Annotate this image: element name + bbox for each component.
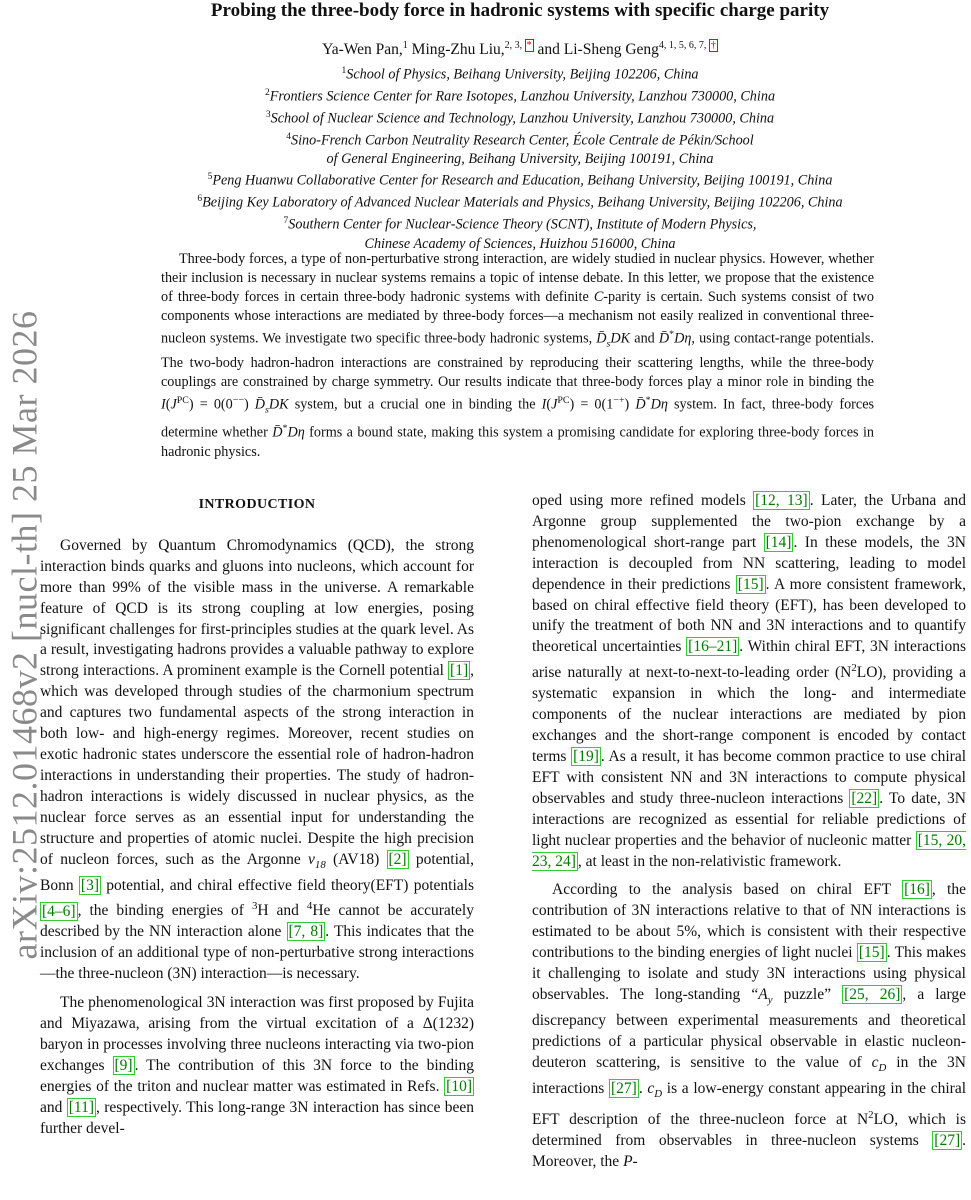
affiliation-number: 3 (265, 110, 271, 121)
text-run: According to the analysis based on chiral EFT (552, 881, 903, 899)
affiliation-number: 1 (341, 66, 347, 76)
citation-text: [4–6] (42, 902, 76, 920)
text-run: . To date, 3N interactions are recognized as essential for reliable predictions of light nuclear properties and the behavior of nucleonic matter (532, 789, 966, 849)
citation-text: [3] (80, 876, 99, 894)
author-affiliation-numbers: 2, 3, (504, 39, 525, 51)
text-run: LO, which is determined from observables in three-nucleon systems (532, 1110, 966, 1149)
text-run: in the 3N interactions (532, 1053, 967, 1097)
text-run: ) (243, 396, 255, 413)
citation-link[interactable] (686, 637, 739, 656)
author-footnote-link[interactable] (525, 39, 534, 52)
text-run: , respectively. This long-range 3N interaction has since been further devel- (40, 1098, 474, 1137)
math-symbol: DK (268, 396, 289, 413)
text-run: and (40, 1098, 67, 1116)
text-run: ) = 0(1 (569, 396, 614, 413)
math-symbol: P (623, 1152, 633, 1170)
superscript: PC (176, 394, 189, 406)
citation-link[interactable] (40, 902, 78, 921)
text-run: LO), providing a systematic expansion in which the long- and intermediate components of the nuclear interactions are mediated by pion exchanges and the short-range component is encoded by contact terms (532, 664, 966, 766)
math-symbol: D̄ (658, 330, 670, 347)
citation-link[interactable] (764, 533, 794, 552)
math-symbol: D̄ (635, 396, 646, 413)
citation-text: [22] (851, 789, 878, 807)
text-run: ) = 0(0 (188, 396, 233, 413)
citation-text: [16] (904, 881, 930, 899)
math-subscript: D (878, 1061, 887, 1074)
text-run: , the binding energies of (77, 902, 252, 920)
citation-link[interactable] (67, 1098, 96, 1117)
affiliation-line (110, 150, 930, 168)
math-symbol: D̄ (254, 396, 266, 413)
text-run: ) (624, 396, 636, 413)
affiliation-line (110, 84, 930, 106)
superscript: −+ (613, 394, 625, 406)
citation-link[interactable] (571, 747, 601, 766)
math-symbol: Dη (287, 425, 305, 442)
arxiv-stamp-text: arXiv:2512.01468v2 [nucl-th] 25 Mar 2026 (4, 310, 44, 960)
citation-link[interactable] (842, 985, 902, 1004)
citation-text: [9] (114, 1056, 133, 1074)
text-run: ( (546, 396, 552, 413)
citation-text: [14] (765, 533, 792, 551)
affiliation-line (110, 62, 930, 84)
text-run: He cannot be accurately described by the NN interaction alone (40, 902, 474, 941)
text-run: , at least in the non-relativistic framework. (577, 852, 842, 870)
affiliation-text: Chinese Academy of Sciences, Huizhou 516000, China (364, 235, 676, 252)
text-run: and (630, 330, 659, 347)
citation-text: [16–21] (688, 638, 738, 656)
affiliation-text: Beijing Key Laboratory of Advanced Nuclear Materials and Physics, Beihang University, Beijing 102206, China (202, 195, 843, 212)
paragraph (532, 491, 966, 872)
affiliation-text: Peng Huanwu Collaborative Center for Research and Education, Beihang University, Beijing 100191, China (212, 173, 833, 190)
math-subscript: 18 (314, 858, 326, 871)
citation-link[interactable] (857, 943, 887, 962)
affiliation-number: 6 (197, 194, 203, 205)
affiliation-line (110, 190, 930, 212)
superscript: 2 (868, 1108, 874, 1121)
left-column (40, 491, 474, 1140)
text-run: Governed by Quantum Chromodynamics (QCD), the strong interaction binds quarks and gluons into nucleons, which account for more than 99% of the visible mass in the universe. A remarkable feature of QCD is its strong coupling at low energies, posing significant challenges for first-principles studies at the quark level. As a result, investigating hadrons provides a valuable pathway to explore strong interactions. A prominent example is the Cornell potential (40, 536, 474, 680)
text-run: . Moreover, the (532, 1131, 966, 1170)
superscript: 4 (306, 900, 313, 913)
citation-link[interactable] (113, 1056, 135, 1075)
affiliation-text: School of Nuclear Science and Technology, Lanzhou University, Lanzhou 730000, China (270, 110, 775, 127)
citation-link[interactable] (849, 789, 879, 808)
text-run: , using contact-range potentials. The two-body hadron-hadron interactions are constrained by reproducing their scattering lengths, while the three-body couplings are constrained by charge symmetry. Our results indicate that three-body forces play a minor role in binding the (161, 330, 874, 390)
text-run: potential, and chiral effective field theory(EFT) potentials (100, 876, 474, 894)
math-symbol: D̄ (596, 330, 607, 347)
citation-link[interactable] (932, 1131, 962, 1150)
author-affiliation-numbers: 1 (402, 39, 408, 51)
superscript: * (282, 423, 288, 435)
citation-link[interactable] (902, 880, 932, 899)
text-run: . Within chiral EFT, 3N interactions arise naturally at next-to-next-to-leading order (N (532, 638, 967, 682)
paragraph (532, 880, 966, 1172)
affiliation-line (110, 106, 930, 128)
affiliation-number: 5 (207, 172, 213, 183)
affiliation-text: Frontiers Science Center for Rare Isotopes, Lanzhou University, Lanzhou 730000, China (269, 88, 776, 105)
text-run: is a low-energy constant appearing in the chiral EFT description of the three-nucleon force at N (532, 1079, 967, 1128)
affiliation-number: 4 (286, 132, 292, 143)
citation-link[interactable] (79, 876, 101, 895)
affiliation-text: Sino-French Carbon Neutrality Research Center, École Centrale de Pékin/School (291, 132, 754, 149)
citation-link[interactable] (287, 922, 326, 941)
math-subscript: y (767, 994, 773, 1007)
text-run: Three-body forces, a type of non-perturbative strong interaction, are widely studied in nuclear physics. However, whether their inclusion is necessary in nuclear systems remains a topic of intense debate. In this letter, we propose that the existence of three-body forces in certain three-body hadronic systems with definite (161, 251, 874, 305)
affiliation-line (110, 212, 930, 234)
affiliation-line (110, 128, 930, 150)
superscript: 2 (851, 662, 857, 675)
math-symbol: C (593, 288, 604, 305)
citation-text: [7, 8] (288, 923, 324, 941)
affiliation-number: 2 (264, 88, 270, 99)
citation-text: [15] (737, 575, 764, 593)
math-symbol: I (541, 396, 547, 413)
citation-link[interactable] (753, 491, 810, 510)
left-column-body (40, 536, 474, 1140)
paper-header (110, 0, 930, 253)
math-symbol: c (871, 1053, 879, 1071)
author-footnote-link[interactable] (709, 39, 718, 52)
citation-text: [27] (610, 1079, 637, 1097)
citation-text: [15, 20, 23, 24] (532, 831, 966, 870)
math-symbol: J (170, 396, 177, 413)
paragraph (40, 536, 474, 985)
math-subscript: D (654, 1087, 663, 1100)
math-subscript: s (265, 404, 269, 416)
text-run: . As a result, it has become common practice to use chiral EFT with consistent NN and 3N interactions to compute physical observables and study three-nucleon interactions (532, 748, 967, 807)
text-run: . This makes it challenging to isolate and study 3N interactions using physical observables. The long-standing “ (532, 944, 967, 1003)
paper-title: Probing the three-body force in hadronic systems with specific charge parity (210, 0, 830, 21)
math-symbol: A (758, 986, 768, 1003)
affiliation-text: School of Physics, Beihang University, Beijing 102206, China (346, 66, 699, 83)
math-subscript: s (606, 338, 611, 350)
math-symbol: Dη (674, 330, 692, 347)
author-name: Ya-Wen Pan, (322, 41, 403, 58)
affiliation-line (110, 168, 930, 190)
math-symbol: c (647, 1079, 655, 1097)
text-run: . (638, 1079, 648, 1097)
right-column-body (532, 491, 966, 1173)
text-run: -parity is certain. Such systems consist of two components whose interactions are mediated by three-body forces—a mechanism not easily realized in conventional three-nucleon systems. We investigate two specific three-body hadronic systems, (161, 288, 874, 347)
text-run: . Later, the Urbana and Argonne group supplemented the two-pion exchange by a phenomenological short-range part (532, 492, 966, 551)
affiliation-list (110, 62, 930, 253)
math-symbol: DK (610, 330, 631, 347)
citation-text: [10] (446, 1077, 472, 1095)
text-run: . A more consistent framework, based on chiral effective field theory (EFT), has been developed to unify the treatment of both NN and 3N interactions and to quantify theoretical uncertainties (532, 575, 966, 656)
superscript: * (645, 394, 651, 406)
citation-text: [11] (68, 1098, 94, 1116)
text-run: potential, Bonn (40, 850, 474, 894)
citation-text: [19] (573, 748, 599, 766)
text-run: (AV18) (325, 850, 387, 868)
author-name: Ming-Zhu Liu, (407, 41, 505, 58)
superscript: * (669, 328, 675, 340)
text-run: . This indicates that the inclusion of an additional type of non-perturbative strong interactions—the three-nucleon (3N) interaction—is necessary. (40, 923, 474, 983)
citation-link[interactable] (444, 1077, 474, 1096)
author-affiliation-numbers: 4, 1, 5, 6, 7, (658, 39, 709, 51)
text-run: . In these models, the 3N interaction is decoupled from NN scattering, leading to model dependence in their predictions (532, 533, 966, 593)
text-run: , the contribution of 3N interactions relative to that of NN interactions is estimated to be about 5%, which is consistent with their respective contributions to the binding energies of light nuclei (532, 881, 966, 962)
text-run: puzzle” (772, 986, 843, 1003)
citation-text: [27] (934, 1131, 961, 1149)
citation-link[interactable] (609, 1079, 639, 1098)
citation-text: [25, 26] (844, 986, 901, 1003)
affiliation-number: 7 (283, 216, 289, 227)
text-run: H and (257, 902, 307, 920)
affiliation-text: of General Engineering, Beihang University, Beijing 100191, China (326, 151, 714, 168)
math-symbol: J (551, 396, 558, 413)
citation-link[interactable] (736, 575, 766, 594)
section-heading-introduction: INTRODUCTION (198, 497, 316, 512)
right-column (532, 491, 966, 1173)
text-run: system. In fact, three-body forces determine whether (161, 396, 875, 442)
text-run: system, but a crucial one in binding the (288, 396, 542, 413)
text-run: . The contribution of this 3N force to the binding energies of the triton and nuclear matter was estimated in Refs. (40, 1056, 474, 1095)
superscript: −− (232, 394, 244, 406)
author-name: and Li-Sheng Geng (533, 41, 659, 58)
abstract (161, 250, 874, 462)
footnote-mark: * (526, 39, 532, 51)
math-symbol: v (308, 850, 315, 868)
text-run: oped using more refined models (532, 492, 754, 509)
affiliation-text: Southern Center for Nuclear-Science Theory (SCNT), Institute of Modern Physics, (288, 217, 757, 234)
author-list (110, 40, 930, 60)
paragraph (40, 993, 474, 1139)
math-symbol: Dη (650, 396, 668, 413)
text-run: , which was developed through studies of the charmonium spectrum and captures two fundamental aspects of the strong interaction in both low- and high-energy regimes. Moreover, recent studies on exotic hadronic states underscore the essential role of hadron-hadron interactions in understanding their properties. The study of hadron-hadron interactions is widely discussed in nuclear physics, as the nuclear force serves as an essential input for understanding the structure and properties of atomic nuclei. Despite the high precision of nucleon forces, such as the Argonne (40, 662, 474, 868)
citation-link[interactable] (387, 850, 409, 869)
superscript: PC (557, 394, 570, 406)
citation-text: [2] (388, 850, 407, 868)
text-run: , a large discrepancy between experimental measurements and theoretical predictions of a particular physical observable in elastic nucleon-deuteron scattering, is sensitive to the value of (532, 986, 967, 1071)
text-run: ( (165, 396, 171, 413)
footnote-mark: † (710, 39, 716, 51)
citation-text: [12, 13] (755, 492, 808, 509)
math-symbol: I (161, 396, 166, 413)
math-symbol: D̄ (272, 425, 283, 442)
superscript: 3 (251, 900, 258, 913)
citation-link[interactable] (448, 661, 470, 680)
citation-text: [1] (450, 662, 469, 680)
text-run: The phenomenological 3N interaction was first proposed by Fujita and Miyazawa, arising from the virtual excitation of a Δ(1232) baryon in processes involving three nucleons interacting via two-pion exchanges (40, 994, 474, 1074)
text-run: - (632, 1152, 638, 1170)
text-run: forms a bound state, making this system a promising candidate for exploring three-body forces in hadronic physics. (161, 425, 874, 461)
citation-text: [15] (858, 944, 885, 962)
